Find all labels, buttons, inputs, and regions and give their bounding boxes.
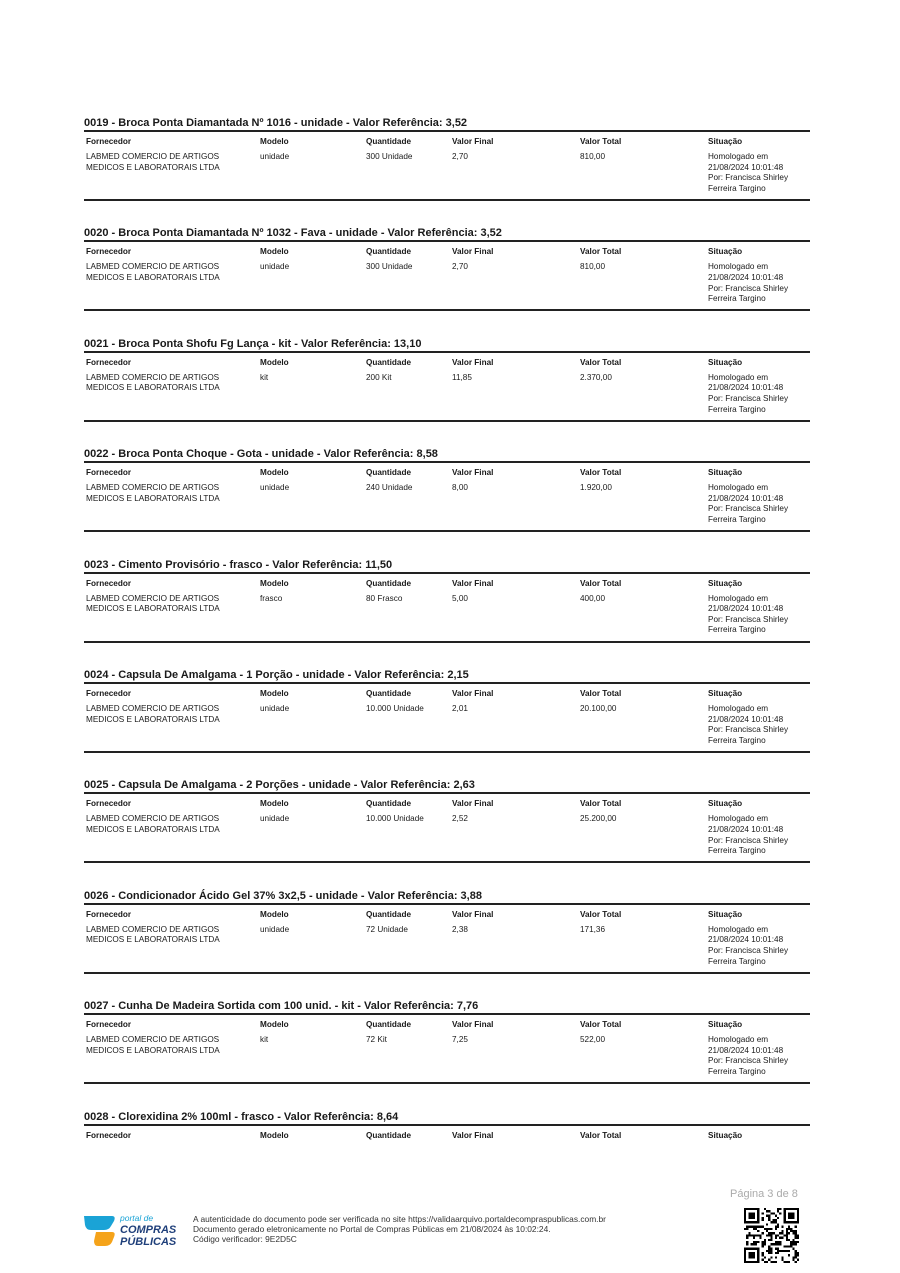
divider — [84, 309, 810, 311]
table-header — [84, 463, 810, 483]
col-modelo: Modelo — [260, 468, 289, 478]
divider — [84, 641, 810, 643]
valor-total-cell: 1.920,00 — [580, 483, 612, 493]
item-section — [84, 776, 810, 886]
item-title: 0024 - Capsula De Amalgama - 1 Porção - unidade - Valor Referência: 2,15 — [84, 668, 469, 681]
col-modelo: Modelo — [260, 1130, 289, 1140]
qr-code — [744, 1208, 799, 1263]
col-quantidade: Quantidade — [366, 1130, 412, 1140]
quantidade-cell: 10.000 Unidade — [366, 814, 424, 824]
divider — [84, 861, 810, 863]
col-quantidade: Quantidade — [366, 799, 412, 809]
situacao-cell: Homologado em 21/08/2024 10:01:48 Por: Francisca Shirley Ferreira Targino — [708, 152, 789, 193]
col-fornecedor: Fornecedor — [86, 247, 132, 257]
footer-line-2: Documento gerado eletronicamente no Portal de Compras Públicas em 21/08/2024 às 10:02:24. — [193, 1224, 551, 1234]
situacao-cell: Homologado em 21/08/2024 10:01:48 Por: Francisca Shirley Ferreira Targino — [708, 1035, 789, 1076]
col-situacao: Situação — [708, 578, 743, 588]
modelo-cell: kit — [260, 372, 269, 382]
valor-final-cell: 11,85 — [452, 372, 472, 382]
col-quantidade: Quantidade — [366, 357, 412, 367]
col-valor-final: Valor Final — [452, 1130, 494, 1140]
item-section — [84, 556, 810, 666]
col-fornecedor: Fornecedor — [86, 357, 132, 367]
quantidade-cell: 72 Unidade — [366, 924, 408, 934]
valor-final-cell: 2,70 — [452, 262, 468, 272]
col-situacao: Situação — [708, 1020, 743, 1030]
quantidade-cell: 10.000 Unidade — [366, 703, 424, 713]
col-modelo: Modelo — [260, 909, 289, 919]
item-title: 0025 - Capsula De Amalgama - 2 Porções - unidade - Valor Referência: 2,63 — [84, 779, 475, 792]
table-row — [84, 152, 810, 199]
col-valor-final: Valor Final — [452, 247, 494, 257]
item-section — [84, 224, 810, 334]
col-valor-total: Valor Total — [580, 1130, 622, 1140]
situacao-cell: Homologado em 21/08/2024 10:01:48 Por: Francisca Shirley Ferreira Targino — [708, 703, 789, 745]
item-section — [84, 887, 810, 997]
col-valor-final: Valor Final — [452, 137, 494, 146]
valor-final-cell: 2,52 — [452, 814, 468, 824]
col-quantidade: Quantidade — [366, 468, 412, 478]
valor-final-cell: 2,01 — [452, 703, 468, 713]
qr-code-icon — [744, 1208, 799, 1263]
col-situacao: Situação — [708, 468, 743, 478]
col-modelo: Modelo — [260, 688, 289, 698]
col-situacao: Situação — [708, 357, 743, 367]
logo-blue-shape — [84, 1216, 115, 1230]
divider — [84, 972, 810, 974]
fornecedor-cell: LABMED COMERCIO DE ARTIGOS MEDICOS E LABORATORAIS LTDA — [86, 483, 220, 503]
col-fornecedor: Fornecedor — [86, 799, 132, 809]
situacao-cell: Homologado em 21/08/2024 10:01:48 Por: Francisca Shirley Ferreira Targino — [708, 924, 789, 966]
footer-line-1: A autenticidade do documento pode ser verificada no site https://validaarquivo.portaldecompraspublicas.com.br — [193, 1214, 606, 1224]
col-quantidade: Quantidade — [366, 688, 412, 698]
table-header — [84, 574, 810, 594]
item-section — [84, 114, 810, 224]
quantidade-cell: 80 Frasco — [366, 593, 403, 603]
quantidade-cell: 200 Kit — [366, 372, 392, 382]
col-quantidade: Quantidade — [366, 909, 412, 919]
logo-orange-shape — [94, 1232, 115, 1246]
col-quantidade: Quantidade — [366, 247, 412, 257]
situacao-cell: Homologado em 21/08/2024 10:01:48 Por: Francisca Shirley Ferreira Targino — [708, 814, 789, 856]
situacao-cell: Homologado em 21/08/2024 10:01:48 Por: Francisca Shirley Ferreira Targino — [708, 483, 789, 524]
fornecedor-cell: LABMED COMERCIO DE ARTIGOS MEDICOS E LABORATORAIS LTDA — [86, 814, 220, 834]
divider — [84, 199, 810, 201]
col-situacao: Situação — [708, 688, 743, 698]
col-valor-total: Valor Total — [580, 247, 622, 257]
table-row — [84, 925, 810, 972]
fornecedor-cell: LABMED COMERCIO DE ARTIGOS MEDICOS E LABORATORAIS LTDA — [86, 924, 220, 945]
footer-text — [193, 1214, 606, 1244]
fornecedor-cell: LABMED COMERCIO DE ARTIGOS MEDICOS E LABORATORAIS LTDA — [86, 262, 220, 282]
divider — [84, 1082, 810, 1084]
valor-total-cell: 2.370,00 — [580, 372, 612, 382]
col-situacao: Situação — [708, 799, 743, 809]
table-header — [84, 684, 810, 704]
col-valor-total: Valor Total — [580, 799, 622, 809]
valor-total-cell: 522,00 — [580, 1035, 606, 1045]
table-header — [84, 132, 810, 152]
table-row — [84, 704, 810, 751]
modelo-cell: unidade — [260, 262, 290, 272]
fornecedor-cell: LABMED COMERCIO DE ARTIGOS MEDICOS E LABORATORAIS LTDA — [86, 372, 220, 393]
valor-total-cell: 810,00 — [580, 262, 606, 272]
modelo-cell: kit — [260, 1035, 269, 1045]
item-title: 0023 - Cimento Provisório - frasco - Valor Referência: 11,50 — [84, 558, 393, 571]
col-fornecedor: Fornecedor — [86, 909, 132, 919]
col-situacao: Situação — [708, 247, 743, 257]
situacao-cell: Homologado em 21/08/2024 10:01:48 Por: Francisca Shirley Ferreira Targino — [708, 372, 789, 414]
modelo-cell: unidade — [260, 152, 290, 161]
item-title: 0026 - Condicionador Ácido Gel 37% 3x2,5 - unidade - Valor Referência: 3,88 — [84, 889, 482, 902]
item-section — [84, 1108, 810, 1218]
col-fornecedor: Fornecedor — [86, 1130, 132, 1140]
table-row — [84, 262, 810, 309]
table-row — [84, 814, 810, 861]
col-valor-final: Valor Final — [452, 578, 494, 588]
valor-total-cell: 20.100,00 — [580, 703, 617, 713]
modelo-cell: unidade — [260, 483, 290, 493]
quantidade-cell: 300 Unidade — [366, 262, 413, 272]
table-row — [84, 483, 810, 530]
item-title: 0028 - Clorexidina 2% 100ml - frasco - Valor Referência: 8,64 — [84, 1110, 399, 1123]
col-valor-total: Valor Total — [580, 578, 622, 588]
quantidade-cell: 72 Kit — [366, 1035, 387, 1045]
col-quantidade: Quantidade — [366, 137, 412, 146]
col-valor-total: Valor Total — [580, 468, 622, 478]
table-row — [84, 373, 810, 420]
logo-text-3: PÚBLICAS — [120, 1236, 177, 1248]
table-header — [84, 242, 810, 262]
col-valor-total: Valor Total — [580, 688, 622, 698]
footer-line-3: Código verificador: 9E2D5C — [193, 1234, 297, 1244]
col-modelo: Modelo — [260, 247, 289, 257]
col-valor-total: Valor Total — [580, 357, 622, 367]
situacao-cell: Homologado em 21/08/2024 10:01:48 Por: Francisca Shirley Ferreira Targino — [708, 262, 789, 304]
col-valor-final: Valor Final — [452, 799, 494, 809]
col-modelo: Modelo — [260, 357, 289, 367]
col-modelo: Modelo — [260, 799, 289, 809]
page-number: Página 3 de 8 — [730, 1188, 798, 1200]
col-situacao: Situação — [708, 909, 743, 919]
valor-final-cell: 2,70 — [452, 152, 468, 161]
logo-mark-icon — [84, 1212, 186, 1248]
table-header — [84, 353, 810, 373]
table-header — [84, 905, 810, 925]
col-fornecedor: Fornecedor — [86, 688, 132, 698]
col-valor-final: Valor Final — [452, 1020, 494, 1030]
col-quantidade: Quantidade — [366, 1020, 412, 1030]
col-situacao: Situação — [708, 1130, 743, 1140]
divider — [84, 420, 810, 422]
col-modelo: Modelo — [260, 137, 289, 146]
item-title: 0027 - Cunha De Madeira Sortida com 100 unid. - kit - Valor Referência: 7,76 — [84, 1000, 479, 1013]
table-row — [84, 1035, 810, 1082]
col-valor-total: Valor Total — [580, 1020, 622, 1030]
col-valor-total: Valor Total — [580, 909, 622, 919]
fornecedor-cell: LABMED COMERCIO DE ARTIGOS MEDICOS E LABORATORAIS LTDA — [86, 703, 220, 724]
valor-final-cell: 8,00 — [452, 483, 468, 493]
valor-final-cell: 5,00 — [452, 593, 468, 603]
modelo-cell: unidade — [260, 924, 290, 934]
col-valor-total: Valor Total — [580, 137, 622, 146]
portal-compras-publicas-logo — [84, 1212, 186, 1248]
valor-total-cell: 171,36 — [580, 924, 606, 934]
footer — [84, 1210, 814, 1265]
divider — [84, 751, 810, 753]
quantidade-cell: 240 Unidade — [366, 483, 413, 493]
item-title: 0019 - Broca Ponta Diamantada Nº 1016 - unidade - Valor Referência: 3,52 — [84, 117, 468, 129]
fornecedor-cell: LABMED COMERCIO DE ARTIGOS MEDICOS E LABORATORAIS LTDA — [86, 1035, 220, 1055]
item-section — [84, 445, 810, 555]
item-section — [84, 997, 810, 1107]
col-modelo: Modelo — [260, 1020, 289, 1030]
col-fornecedor: Fornecedor — [86, 468, 132, 478]
valor-final-cell: 7,25 — [452, 1035, 468, 1045]
items-list — [84, 114, 810, 1218]
table-header — [84, 1015, 810, 1035]
col-valor-final: Valor Final — [452, 357, 494, 367]
col-situacao: Situação — [708, 137, 743, 146]
col-fornecedor: Fornecedor — [86, 578, 132, 588]
table-header — [84, 1126, 810, 1146]
item-title: 0021 - Broca Ponta Shofu Fg Lança - kit - Valor Referência: 13,10 — [84, 337, 422, 350]
logo-text-1: portal de — [120, 1213, 154, 1223]
item-section — [84, 666, 810, 776]
situacao-cell: Homologado em 21/08/2024 10:01:48 Por: Francisca Shirley Ferreira Targino — [708, 593, 789, 635]
quantidade-cell: 300 Unidade — [366, 152, 413, 161]
modelo-cell: unidade — [260, 703, 290, 713]
modelo-cell: unidade — [260, 814, 290, 824]
modelo-cell: frasco — [260, 593, 283, 603]
col-valor-final: Valor Final — [452, 909, 494, 919]
valor-total-cell: 25.200,00 — [580, 814, 617, 824]
item-section — [84, 335, 810, 445]
valor-final-cell: 2,38 — [452, 924, 468, 934]
table-row — [84, 594, 810, 641]
fornecedor-cell: LABMED COMERCIO DE ARTIGOS MEDICOS E LABORATORAIS LTDA — [86, 152, 220, 172]
col-modelo: Modelo — [260, 578, 289, 588]
col-fornecedor: Fornecedor — [86, 1020, 132, 1030]
col-quantidade: Quantidade — [366, 578, 412, 588]
item-title: 0022 - Broca Ponta Choque - Gota - unidade - Valor Referência: 8,58 — [84, 448, 438, 461]
fornecedor-cell: LABMED COMERCIO DE ARTIGOS MEDICOS E LABORATORAIS LTDA — [86, 593, 220, 614]
logo-text-2: COMPRAS — [120, 1224, 177, 1236]
col-valor-final: Valor Final — [452, 688, 494, 698]
divider — [84, 530, 810, 532]
col-fornecedor: Fornecedor — [86, 137, 132, 146]
table-header — [84, 794, 810, 814]
col-valor-final: Valor Final — [452, 468, 494, 478]
valor-total-cell: 810,00 — [580, 152, 606, 161]
item-title: 0020 - Broca Ponta Diamantada Nº 1032 - Fava - unidade - Valor Referência: 3,52 — [84, 227, 502, 240]
valor-total-cell: 400,00 — [580, 593, 606, 603]
